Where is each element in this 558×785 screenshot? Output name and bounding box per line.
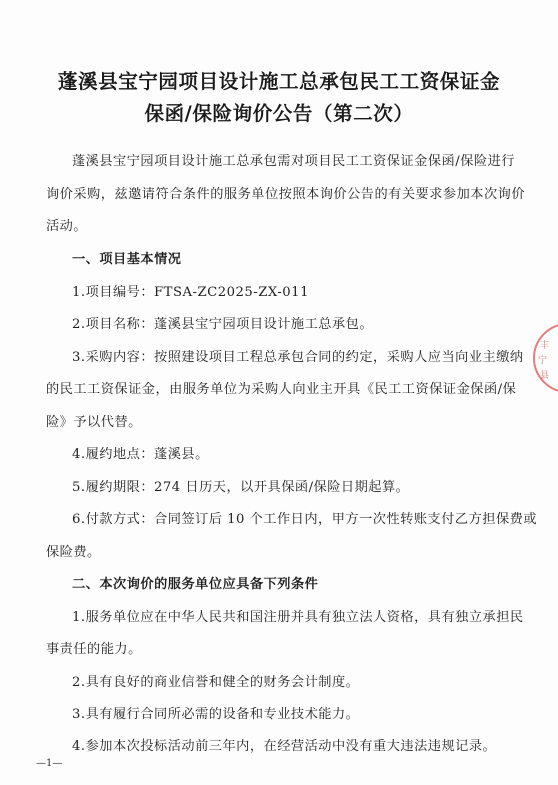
- section1-item6-line2: 保险费。: [46, 545, 101, 560]
- section2-item1-line1: 1.服务单位应在中华人民共和国注册并具有独立法人资格，具有独立承担民: [72, 610, 524, 625]
- section1-item1: 1.项目编号：FTSA-ZC2025-ZX-011: [72, 285, 309, 300]
- svg-text:县: 县: [540, 371, 550, 381]
- page-number: —1—: [36, 758, 63, 769]
- section2-item3: 3.具有履行合同所必需的设备和专业技术能力。: [72, 707, 360, 722]
- section1-item4: 4.履约地点：蓬溪县。: [72, 447, 209, 462]
- section2-heading: 二、本次询价的服务单位应具备下列条件: [72, 577, 319, 592]
- section1-heading: 一、项目基本情况: [72, 252, 182, 267]
- section2-item2: 2.具有良好的商业信誉和健全的财务会计制度。: [72, 675, 360, 690]
- official-seal-icon: [528, 318, 558, 398]
- section1-item2: 2.项目名称：蓬溪县宝宁园项目设计施工总承包。: [72, 317, 374, 332]
- section1-item3-line2: 的民工工资保证金，由服务单位为采购人向业主开具《民工工资保证金保函/保: [46, 382, 517, 397]
- section1-item3-line1: 3.采购内容：按照建设项目工程总承包合同的约定，采购人应当向业主缴纳: [72, 350, 524, 365]
- intro-line3: 活动。: [46, 219, 88, 234]
- section1-item3-line3: 险》予以代替。: [46, 415, 142, 430]
- section2-item4: 4.参加本次投标活动前三年内，在经营活动中没有重大违法违规记录。: [72, 739, 497, 754]
- document-title-line1: 蓬溪县宝宁园项目设计施工总承包民工工资保证金: [57, 70, 501, 93]
- section2-item1-line2: 事责任的能力。: [46, 642, 142, 657]
- seal-lettering: 丰: [540, 341, 550, 351]
- intro-line2: 询价采购，兹邀请符合条件的服务单位按照本询价公告的有关要求参加本次询价: [46, 187, 526, 202]
- document-title-line2: 保函/保险询价公告（第二次）: [144, 102, 414, 125]
- section1-item5: 5.履约期限：274 日历天，以开具保函/保险日期起算。: [72, 480, 410, 495]
- intro-line1: 蓬溪县宝宁园项目设计施工总承包需对项目民工工资保证金保函/保险进行: [72, 154, 515, 169]
- svg-text:宁: 宁: [538, 356, 548, 366]
- section1-item6-line1: 6.付款方式：合同签订后 10 个工作日内，甲方一次性转账支付乙方担保费或: [72, 512, 538, 527]
